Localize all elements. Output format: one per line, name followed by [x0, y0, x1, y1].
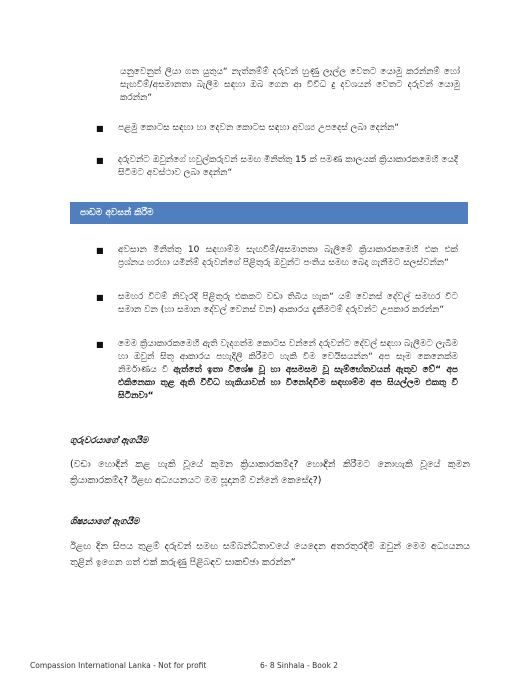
list-item-text: සමහර විටම් නිවැරදි පිළිතුරු එකකට වඩා තිබිය හැක“ යම් වෙනස් දේවල් සමහර විට සමාන වන (හා සමාන දේවල් වෙනස් වන) ආකාරය දැකීමටම් දරුවන්ට උපකාර කරන්න“ — [118, 292, 458, 315]
bullet-icon: ■ — [96, 340, 104, 349]
list-item — [96, 244, 468, 270]
teacher-evaluation-heading: ගුරුවරයාගේ ඇගයීම — [70, 436, 149, 446]
list-item-text — [118, 338, 458, 403]
footer-left: Compassion International Lanka - Not for profit — [30, 661, 207, 670]
list-item — [96, 291, 468, 317]
bullet-icon: ■ — [96, 124, 104, 133]
list-item — [96, 338, 468, 403]
teacher-evaluation-text: (වඩා හොඳින් කළ හැකි වූයේ කුමන ක්‍රියාකාරකම්ද? හොඳින් කිරීමට නොහැකි වූයේ කුමන ක්‍රියාකාරකම්ද? ඊළඟ අධ්‍යයනයට මම සූදානම් වන්නේ කෙසේද?) — [70, 459, 470, 486]
list-item — [96, 122, 468, 135]
section-banner: පාඩම අවසන් කිරීම — [70, 202, 468, 224]
continued-paragraph: යනුවෙනුත් ලියා ගත යුතුය“ නැත්නම්ම් දරුවන් හුණු ලෑල්ල වෙතට යොමු කරන්නම් හෝ සැඟවීම්/අසමානතා බැලීම සඳහා ඔබ ගෙන ආ විවිධ දු දවශයන් වෙතට දරුවන් යොමු කරන්න“ — [120, 67, 460, 103]
list-item-text: දරුවන්ට ඔවුන්ගේ හවුල්කරුවන් සමඟ මිනිත්තු 15 ක් පමණ කාලයක් ක්‍රියාකාරකමෙහි යෙදී සිටීමට අවස්ථාව ලබා දෙන්න“ — [118, 155, 458, 178]
list-item-text-normal: මෙම ක්‍රියාකාරකමෙහි ඇති වැදගත්ම කොටස වන්නේ දරුවන්ට දේවල් සඳහා බැලීමට ලැබීම හා ඔවුන් සිතූ ආකාරය පහැදිලි කිරීමට හැකි වීම වෙයිසයන්න“ අප සෑම කෙනෙක්ම නිර්මාණය වී — [118, 339, 458, 375]
student-evaluation-heading: ශිෂ්‍යයාගේ ඇගයීම — [70, 517, 140, 527]
list-item-text: අවසාන මිනිත්තු 10 සඳහාම්ම සැඟවීම්/අසමානතා බැලීමේ ක්‍රියාකාරකමෙහි එක එක් ප්‍රශ්නය හරහා යමින්ම් දරුවන්ගේ පිළිතුරු ඔවුන්ට පංතිය සමඟ බෙදා ගැනීමට සලස්වන්න“ — [118, 245, 458, 268]
bullet-icon: ■ — [96, 293, 104, 302]
student-evaluation-text: ඊළඟ දින සිපය තුළම් දරුවන් සමඟ සම්බන්ධිතාවයේ යෙදෙන අතරතුරදීම් ඔවුන් මෙම අධ්‍යයනය තුළින් ඉගෙන ගත් එක් කරුණු පිළිබඳව සාකච්ඡා කරන්න“ — [70, 541, 470, 568]
list-item-text-bold: ඇත්තේ ඉතා විශේෂ වූ හා අසමසම වූ සැම්භේතවයන් ඇතුව වේ“ අප එකිනෙකා තුළ ඇති විවිධ හැකියාවන් හා විනෝදවීම සඳහාම්ම අප සියල්ලම එකතු වී සිටිනවා“ — [118, 365, 458, 401]
footer-right: 6- 8 Sinhala - Book 2 — [260, 661, 338, 670]
list-item — [96, 154, 468, 180]
bullet-icon: ■ — [96, 156, 104, 165]
bullet-icon: ■ — [96, 246, 104, 255]
list-item-text: පළමු කොටස සඳහා හා දෙවන කොටස සඳහා අවශ්‍ය උපදෙස් ලබා දෙන්න“ — [118, 123, 400, 133]
